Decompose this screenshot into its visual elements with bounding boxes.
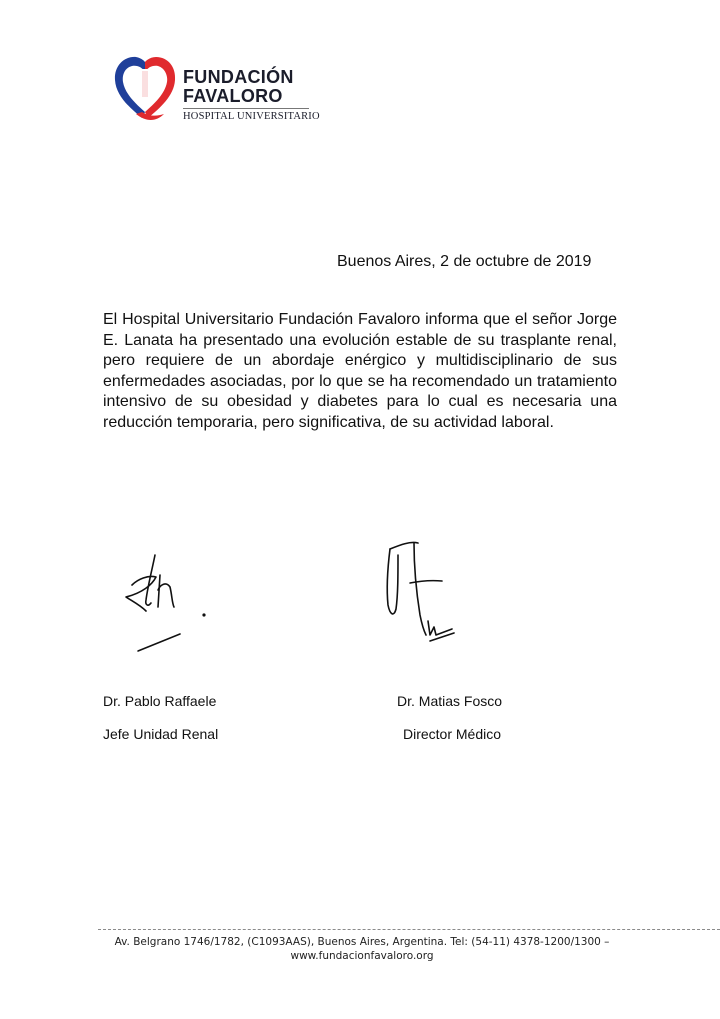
signer-left-name: Dr. Pablo Raffaele bbox=[103, 693, 217, 709]
signer-right-title: Director Médico bbox=[403, 726, 502, 742]
signature-left bbox=[118, 545, 218, 660]
logo-title-line2: FAVALORO bbox=[183, 86, 283, 106]
letter-date: Buenos Aires, 2 de octubre de 2019 bbox=[337, 253, 592, 270]
signer-left-title: Jefe Unidad Renal bbox=[103, 726, 219, 742]
hospital-logo bbox=[112, 50, 332, 124]
footer-divider bbox=[98, 929, 720, 930]
footer-website: www.fundacionfavaloro.org bbox=[290, 950, 434, 962]
footer-address bbox=[98, 935, 626, 963]
footer-line1: Av. Belgrano 1746/1782, (C1093AAS), Buenos Aires, Argentina. Tel: (54-11) 4378-1200/1300 – bbox=[114, 936, 610, 948]
heart-cross-logo-icon bbox=[112, 52, 178, 122]
logo-title-line1: FUNDACIÓN bbox=[183, 67, 294, 87]
signer-right-name: Dr. Matias Fosco bbox=[397, 693, 503, 709]
logo-text bbox=[183, 68, 333, 123]
signature-right bbox=[370, 535, 470, 650]
logo-divider bbox=[183, 108, 309, 109]
letter-body: El Hospital Universitario Fundación Favaloro informa que el señor Jorge E. Lanata ha presentado una evolución estable de su trasplante renal, pero requiere de un abordaje enérgico y multidisciplinario de sus enfermedades asociadas, por lo que se ha recomendado un tratamiento intensivo de su obesidad y diabetes para lo cual es necesaria una reducción temporaria, pero significativa, de su actividad laboral. bbox=[103, 311, 617, 431]
logo-subtitle: HOSPITAL UNIVERSITARIO bbox=[183, 111, 320, 122]
